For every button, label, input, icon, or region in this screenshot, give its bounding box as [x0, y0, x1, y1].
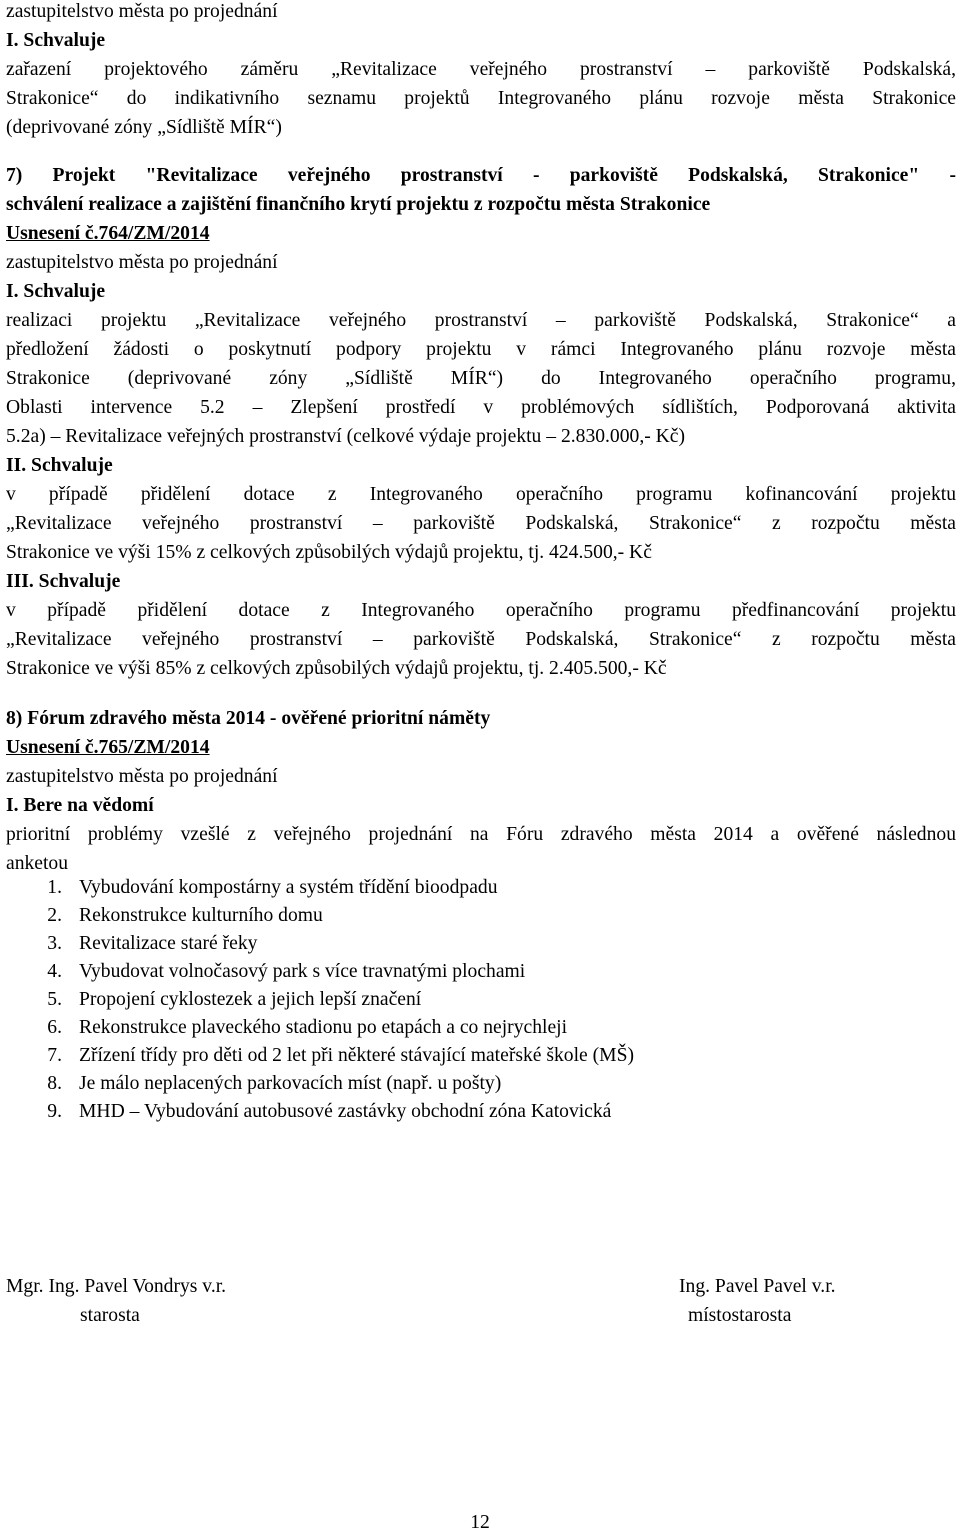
- resolution-number: Usnesení č.764/ZM/2014: [6, 223, 210, 244]
- list-item-text: Rekonstrukce plaveckého stadionu po etapách a co nejrychleji: [79, 1017, 568, 1038]
- section-7-title: 7) Projekt "Revitalizace veřejného prostranství - parkoviště Podskalská, Strakonice" -: [6, 165, 956, 186]
- paragraph-line: Strakonice (deprivované zóny „Sídliště MÍR“) do Integrovaného operačního programu,: [6, 368, 956, 389]
- paragraph-line: „Revitalizace veřejného prostranství – parkoviště Podskalská, Strakonice“ z rozpočtu města: [6, 629, 956, 650]
- list-item-text: Vybudovat volnočasový park s více travnatými plochami: [79, 961, 526, 982]
- list-item-text: Je málo neplacených parkovacích míst (např. u pošty): [79, 1073, 502, 1094]
- list-item-text: Vybudování kompostárny a systém třídění bioodpadu: [79, 877, 498, 898]
- list-item-text: Zřízení třídy pro děti od 2 let při některé stávající mateřské škole (MŠ): [79, 1045, 634, 1066]
- section-8-title: 8) Fórum zdravého města 2014 - ověřené prioritní náměty: [6, 708, 491, 729]
- signature-right-role: místostarosta: [688, 1305, 792, 1326]
- paragraph-line: Strakonice ve výši 85% z celkových způsobilých výdajů projektu, tj. 2.405.500,- Kč: [6, 658, 667, 679]
- list-item-number: 6.: [47, 1017, 62, 1038]
- list-item-number: 9.: [47, 1101, 62, 1122]
- paragraph-line: realizaci projektu „Revitalizace veřejného prostranství – parkoviště Podskalská, Strakonice“ a: [6, 310, 956, 331]
- page-number: 12: [470, 1512, 490, 1533]
- list-item-number: 5.: [47, 989, 62, 1010]
- paragraph-line: prioritní problémy vzešlé z veřejného projednání na Fóru zdravého města 2014 a ověřené následnou: [6, 824, 956, 845]
- section-7-title: schválení realizace a zajištění finančního krytí projektu z rozpočtu města Strakonice: [6, 194, 711, 215]
- list-item-text: Rekonstrukce kulturního domu: [79, 905, 323, 926]
- list-item-number: 8.: [47, 1073, 62, 1094]
- paragraph-line: „Revitalizace veřejného prostranství – parkoviště Podskalská, Strakonice“ z rozpočtu města: [6, 513, 956, 534]
- schvaluje-heading: III. Schvaluje: [6, 571, 121, 592]
- signature-left-name: Mgr. Ing. Pavel Vondrys v.r.: [6, 1276, 227, 1297]
- council-text: zastupitelstvo města po projednání: [6, 1, 278, 22]
- paragraph-line: v případě přidělení dotace z Integrovaného operačního programu kofinancování projektu: [6, 484, 956, 505]
- list-item-text: Propojení cyklostezek a jejich lepší značení: [79, 989, 422, 1010]
- paragraph-line: Strakonice ve výši 15% z celkových způsobilých výdajů projektu, tj. 424.500,- Kč: [6, 542, 652, 563]
- signature-left-role: starosta: [80, 1305, 140, 1326]
- list-item-number: 2.: [47, 905, 62, 926]
- schvaluje-heading: I. Schvaluje: [6, 30, 106, 51]
- list-item-text: MHD – Vybudování autobusové zastávky obchodní zóna Katovická: [79, 1101, 612, 1122]
- paragraph-line: Oblasti intervence 5.2 – Zlepšení prostředí v problémových sídlištích, Podporovaná aktivita: [6, 397, 956, 418]
- signature-right-name: Ing. Pavel Pavel v.r.: [679, 1276, 836, 1297]
- paragraph-line: předložení žádosti o poskytnutí podpory projektu v rámci Integrovaného plánu rozvoje města: [6, 339, 956, 360]
- list-item-number: 3.: [47, 933, 62, 954]
- paragraph-line: v případě přidělení dotace z Integrovaného operačního programu předfinancování projektu: [6, 600, 956, 621]
- paragraph-line: 5.2a) – Revitalizace veřejných prostranství (celkové výdaje projektu – 2.830.000,- Kč): [6, 426, 686, 447]
- resolution-number: Usnesení č.765/ZM/2014: [6, 737, 210, 758]
- list-item-text: Revitalizace staré řeky: [79, 933, 258, 954]
- paragraph-line: anketou: [6, 853, 69, 874]
- schvaluje-heading: I. Schvaluje: [6, 281, 106, 302]
- list-item-number: 7.: [47, 1045, 62, 1066]
- schvaluje-heading: II. Schvaluje: [6, 455, 113, 476]
- paragraph-line: Strakonice“ do indikativního seznamu projektů Integrovaného plánu rozvoje města Strakonice: [6, 88, 956, 109]
- council-text: zastupitelstvo města po projednání: [6, 766, 278, 787]
- paragraph-line: zařazení projektového záměru „Revitalizace veřejného prostranství – parkoviště Podskalská,: [6, 59, 956, 80]
- paragraph-line: (deprivované zóny „Sídliště MÍR“): [6, 117, 282, 138]
- council-text: zastupitelstvo města po projednání: [6, 252, 278, 273]
- list-item-number: 1.: [47, 877, 62, 898]
- list-item-number: 4.: [47, 961, 62, 982]
- bere-na-vedomi-heading: I. Bere na vědomí: [6, 795, 154, 816]
